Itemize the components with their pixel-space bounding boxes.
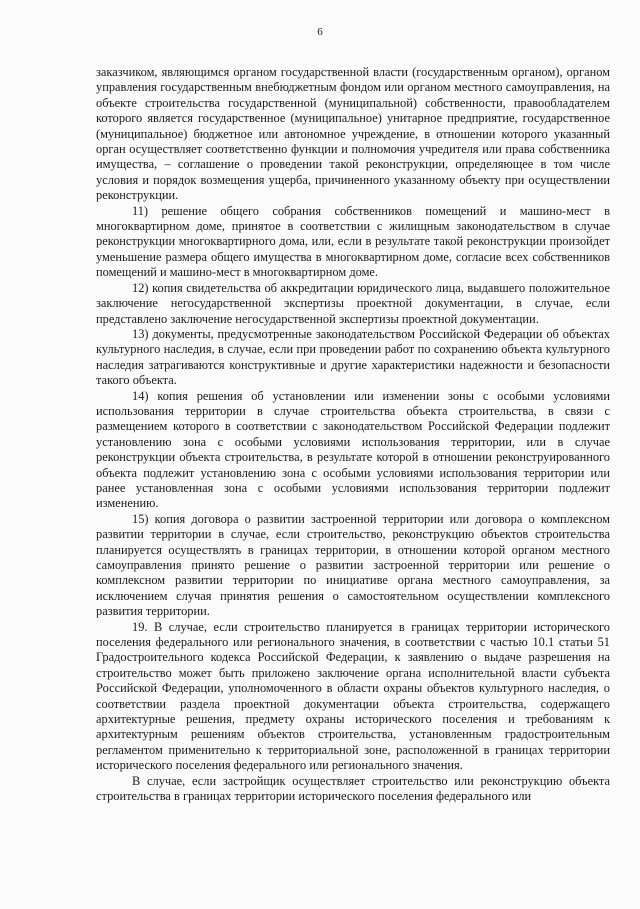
document-body	[96, 65, 610, 805]
paragraph-item-12: 12) копия свидетельства об аккредитации юридического лица, выдавшего положительное заключение негосударственной экспертизы проектной документации, в случае, если представлено заключение негосударственной экспертизы проектной документации.	[96, 280, 610, 326]
paragraph-continuation: заказчиком, являющимся органом государственной власти (государственным органом), органом управления государственным внебюджетным фондом или органом местного самоуправления, на объекте строительства государственной (муниципальной) собственности, правообладателем которого является государственное (муниципальное) унитарное предприятие, государственное (муниципальное) бюджетное или автономное учреждение, в отношении которого указанный орган осуществляет соответственно функции и полномочия учредителя или права собственника имущества, – соглашение о проведении такой реконструкции, определяющее в том числе условия и порядок возмещения ущерба, причиненного указанному объекту при осуществлении реконструкции.	[96, 65, 610, 203]
paragraph-historic-settlement: В случае, если застройщик осуществляет строительство или реконструкцию объекта строительства в границах территории исторического поселения федерального или	[96, 773, 610, 804]
paragraph-item-13: 13) документы, предусмотренные законодательством Российской Федерации об объектах культурного наследия, в случае, если при проведении работ по сохранению объекта культурного наследия затрагиваются конструктивные и другие характеристики надежности и безопасности такого объекта.	[96, 326, 610, 388]
paragraph-item-15: 15) копия договора о развитии застроенной территории или договора о комплексном развитии территории в случае, если строительство, реконструкцию объектов строительства планируется осуществлять в границах территории, в отношении которой органом местного самоуправления принято решение о развитии застроенной территории или решение о комплексном развитии территории по инициативе органа местного самоуправления, за исключением случая принятия решения о самостоятельном осуществлении комплексного развития территории.	[96, 511, 610, 619]
paragraph-clause-19: 19. В случае, если строительство планируется в границах территории исторического поселения федерального или регионального значения, в соответствии с частью 10.1 статьи 51 Градостроительного кодекса Российской Федерации, к заявлению о выдаче разрешения на строительство может быть приложено заключение органа исполнительной власти субъекта Российской Федерации, уполномоченного в области охраны объектов культурного наследия, о соответствии раздела проектной документации объекта строительства, содержащего архитектурные решения, предмету охраны исторического поселения и требованиям к архитектурным решениям объектов строительства, установленным градостроительным регламентом применительно к территориальной зоне, расположенной в границах территории исторического поселения федерального или регионального значения.	[96, 619, 610, 773]
page-number: 6	[317, 26, 323, 38]
paragraph-item-14: 14) копия решения об установлении или изменении зоны с особыми условиями использования территории в случае строительства объекта строительства, в связи с размещением которого в соответствии с законодательством Российской Федерации подлежит установлению зона с особыми условиями использования территории, или в случае реконструкции объекта строительства, в результате которой в отношении реконструированного объекта подлежит установлению зона с особыми условиями использования территории или ранее установленная зона с особыми условиями использования территории подлежит изменению.	[96, 388, 610, 511]
paragraph-item-11: 11) решение общего собрания собственников помещений и машино-мест в многоквартирном доме, принятое в соответствии с жилищным законодательством в случае реконструкции многоквартирного дома, или, если в результате такой реконструкции произойдет уменьшение размера общего имущества в многоквартирном доме, согласие всех собственников помещений и машино-мест в многоквартирном доме.	[96, 203, 610, 280]
